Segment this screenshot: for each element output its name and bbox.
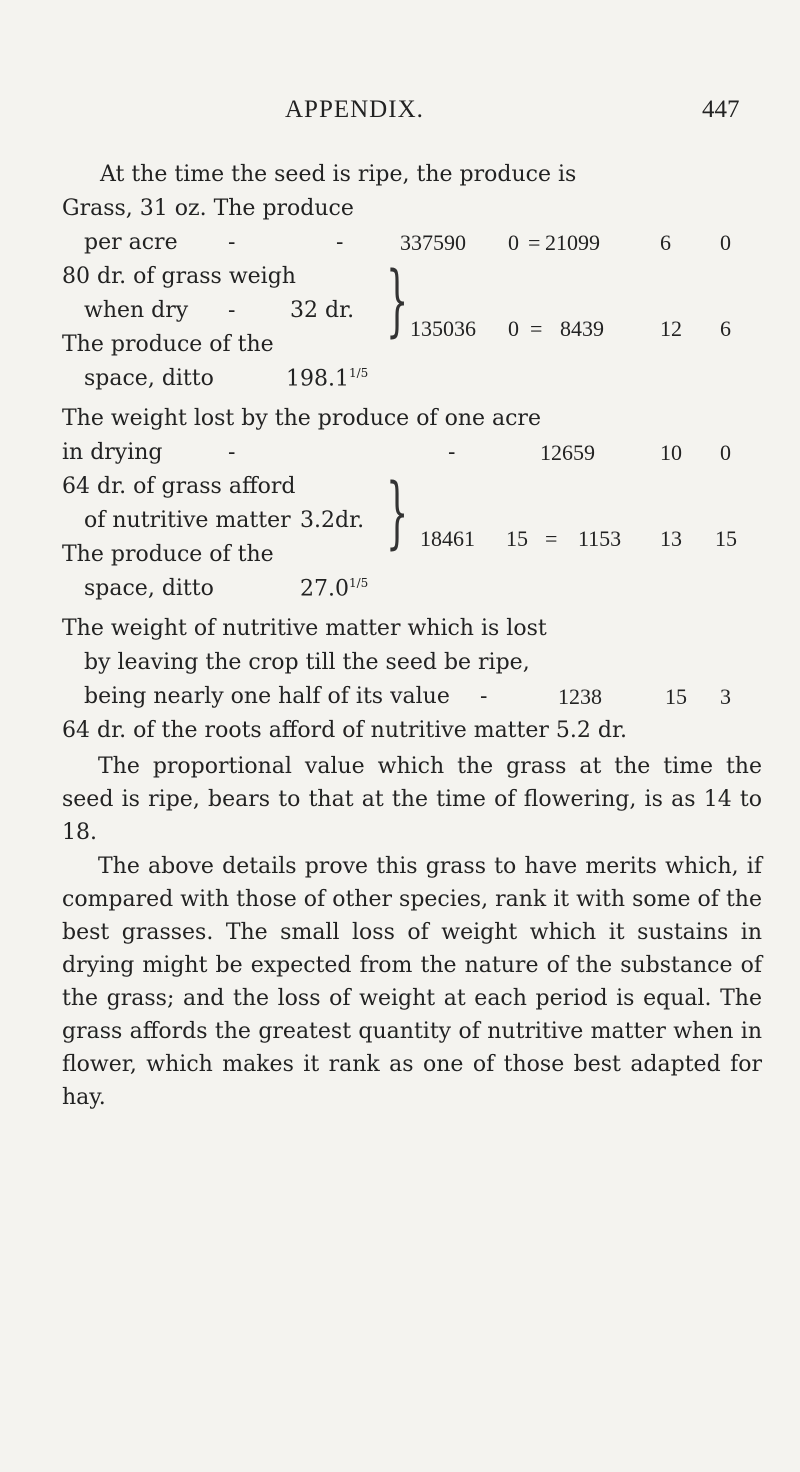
space-value: $198.1^{1/5}$: [286, 366, 369, 392]
nutritive-lost-lb: 1238: [558, 684, 602, 709]
per-acre-value: 337590: [400, 230, 466, 255]
of-nutritive: of nutritive matter: [84, 508, 291, 533]
line-64dr: 64 dr. of grass afford: [62, 474, 296, 499]
line-80dr: 80 dr. of grass weigh: [62, 264, 296, 289]
brace-value: 135036: [410, 316, 476, 341]
nutritive-lost-oz: 15: [665, 684, 687, 709]
running-head: APPENDIX.: [285, 96, 424, 123]
in-drying: in drying: [62, 440, 163, 465]
paragraph-details: The above details prove this grass to have merits which, if compared with those of other species, rank it with some of the best grasses. The small loss of weight which it sustains in drying might be expected from the nature of the substance of the grass; and the loss of weight at each period is equal. The grass affords the greatest quantity of nutritive matter when in flower, which makes it rank as one of those best adapted for hay.: [62, 854, 762, 1110]
produce-of-the: The produce of the: [62, 332, 274, 357]
space-value: $27.0^{1/5}$: [300, 576, 369, 602]
brace-value: 18461: [420, 526, 475, 551]
roots-line: 64 dr. of the roots afford of nutritive matter 5.2 dr.: [62, 718, 628, 743]
right-brace-icon: }: [386, 468, 409, 558]
page-number: 447: [702, 96, 740, 123]
brace-oz2: 12: [660, 316, 682, 341]
equals-sign: =: [528, 230, 541, 255]
paragraph-proportional-value: The proportional value which the grass at the time the seed is ripe, bears to that at the time of flowering, is as 14 to 18.: [62, 754, 762, 845]
lost-dr: 0: [720, 440, 731, 465]
when-dry: when dry: [84, 298, 189, 323]
brace-dr: 15: [715, 526, 737, 551]
equals-sign: =: [530, 316, 543, 341]
nutritive-lost-line-1: The weight of nutritive matter which is lost: [62, 616, 547, 641]
space-ditto: space, ditto: [84, 576, 214, 601]
brace-dr: 6: [720, 316, 731, 341]
brace-oz2: 13: [660, 526, 682, 551]
intro-line: At the time the seed is ripe, the produce is: [100, 162, 577, 187]
brace-oz: 0: [508, 316, 519, 341]
nutritive-lost-dr: 3: [720, 684, 731, 709]
per-acre-oz: 0: [508, 230, 519, 255]
dash: -: [448, 440, 456, 465]
dash: -: [480, 684, 488, 709]
brace-oz: 15: [506, 526, 528, 551]
grass-line: Grass, 31 oz. The produce: [62, 196, 354, 221]
produce-of-the: The produce of the: [62, 542, 274, 567]
weight-3-2dr: 3.2dr.: [300, 508, 365, 533]
per-acre-label: per acre: [84, 230, 178, 255]
lost-lb: 12659: [540, 440, 595, 465]
lost-oz: 10: [660, 440, 682, 465]
right-brace-icon: }: [386, 256, 409, 346]
dash: -: [228, 230, 236, 255]
nutritive-lost-line-3: being nearly one half of its value: [84, 684, 450, 709]
weight-32dr: 32 dr.: [290, 298, 355, 323]
dash: -: [228, 298, 236, 323]
dash: -: [228, 440, 236, 465]
space-ditto: space, ditto: [84, 366, 214, 391]
per-acre-lb: 21099: [545, 230, 600, 255]
equals-sign: =: [545, 526, 558, 551]
weight-lost-line: The weight lost by the produce of one acre: [62, 406, 541, 431]
brace-lb: 1153: [578, 526, 622, 551]
nutritive-lost-line-2: by leaving the crop till the seed be ripe,: [84, 650, 530, 675]
dash: -: [336, 230, 344, 255]
per-acre-dr: 0: [720, 230, 731, 255]
per-acre-oz2: 6: [660, 230, 671, 255]
brace-lb: 8439: [560, 316, 604, 341]
